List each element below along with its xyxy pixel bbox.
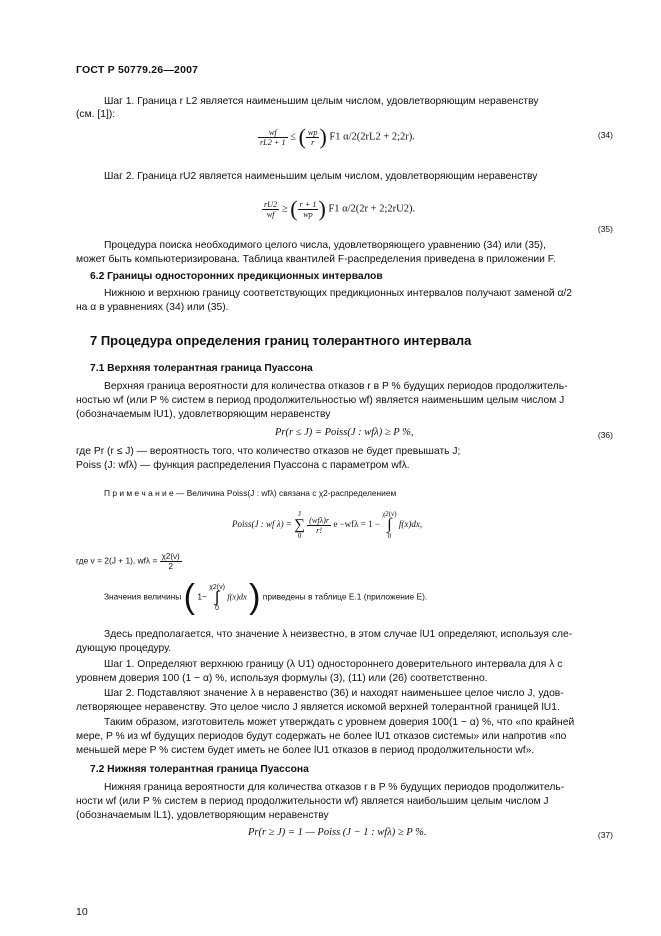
equation-35-number: (35)	[597, 224, 613, 234]
step1-continuation: (см. [1]):	[76, 109, 116, 120]
note-sum-upper: J	[298, 510, 301, 518]
eq34-paren-fraction	[306, 128, 320, 147]
section-7-heading: 7 Процедура определения границ толерантного интервала	[90, 333, 472, 348]
eq35-paren-numerator: r + 1	[299, 199, 317, 209]
assume-line-2: дующую процедуру.	[76, 643, 172, 654]
eq34-paren-numerator: wp	[307, 127, 318, 137]
note-where-numerator: χ2(ν)	[161, 552, 180, 561]
note-intro: П р и м е ч а н и е — Величина Poiss(J : wfλ) связана с χ2-распределением	[104, 488, 397, 498]
procedure-line-1: Процедура поиска необходимого целого числа, удовлетворяющего уравнению (34) или (35),	[104, 240, 546, 251]
note-integral-upper: χ2(ν)	[382, 510, 397, 518]
note-where-lhs: где ν = 2(J + 1), wfλ =	[76, 555, 160, 566]
eq35-lhs-denominator: wf	[266, 209, 275, 219]
step2-text: Шаг 2. Граница rU2 является наименьшим целым числом, удовлетворяющим неравенству	[104, 171, 538, 182]
note-values-integral-upper: χ2(ν)	[209, 583, 225, 591]
section-7-2-line-2: ности wf (или P % систем в период продолжительности wf) является наибольшим целым числом J	[76, 796, 549, 807]
section-6-2-heading: 6.2 Границы односторонних предикционных интервалов	[90, 271, 383, 282]
note-integral-body: f(x)dx,	[398, 519, 423, 530]
note-values-inner: 1−	[197, 591, 207, 602]
note-exponential: e −wfλ = 1 −	[333, 519, 380, 530]
eq34-lhs-denominator: rL2 + 1	[260, 137, 286, 147]
where-line-2: Poiss (J: wfλ) — функция распределения Пуассона с параметром wfλ.	[76, 460, 410, 471]
thus-line-1: Таким образом, изготовитель может утверждать с уровнем доверия 100(1 − α) %, что «по крайней	[104, 717, 575, 728]
note-values-rhs: приведены в таблице Е.1 (приложение Е).	[262, 591, 428, 602]
note-where-fraction	[160, 552, 182, 571]
note-fraction-numerator: (wfλ)r	[309, 515, 330, 525]
section-6-2-line-1: Нижнюю и верхнюю границу соответствующих предикционных интервалов получают заменой α/2	[104, 288, 573, 299]
note-values-integral-lower: 0	[215, 604, 220, 612]
equation-34: $\frac{wf}{rL2 + 1}$ ≤ ( $\frac{wp}{r}$ ) F1 α/2(2rL2 + 2;2r).	[260, 124, 415, 149]
note-poisson-fraction	[307, 516, 331, 535]
eq35-paren-fraction	[298, 200, 319, 219]
step-b2-line-1: Шаг 2. Подставляют значение λ в неравенство (36) и находят наименьшее целое число J, удов-	[104, 688, 564, 699]
note-fraction-denominator: r!	[316, 525, 323, 535]
assume-line-1: Здесь предполагается, что значение λ неизвестно, в этом случае lU1 определяют, используя сле-	[104, 629, 573, 640]
note-values-line: Значения величины ( 1− χ2(ν) ∫ 0 f(x)dx ) приведены в таблице Е.1 (приложение Е).	[104, 578, 428, 616]
note-sum-symbol: J ∑ 0	[294, 510, 305, 540]
note-values-lhs: Значения величины	[104, 591, 182, 602]
note-where-denominator: 2	[168, 562, 173, 571]
section-7-2-line-1: Нижняя граница вероятности для количества отказов r в P % будущих периодов продолжитель-	[104, 782, 565, 793]
note-formula-lhs: Poiss(J : wf λ) =	[232, 519, 295, 530]
document-header: ГОСТ Р 50779.26—2007	[76, 64, 199, 76]
eq34-operator: ≤	[290, 131, 296, 143]
equation-36: Pr(r ≤ J) = Poiss(J : wfλ) ≥ P %,	[275, 427, 414, 438]
procedure-line-2: может быть компьютеризирована. Таблица квантилей F-распределения приведена в приложении F.	[76, 254, 556, 265]
note-sum-lower: 0	[297, 532, 302, 540]
section-7-1-heading: 7.1 Верхняя толерантная граница Пуассона	[90, 363, 313, 374]
eq34-lhs-fraction	[258, 128, 288, 147]
eq35-paren-denominator: wp	[303, 209, 313, 219]
step-b1-line-2: уровнем доверия 100 (1 − α) %, используя формулы (3), (11) или (26) соответственно.	[76, 673, 488, 684]
step-b2-line-2: летворяющее неравенству. Это целое число J является искомой верхней толерантной границей lU1.	[76, 702, 560, 713]
section-6-2-line-2: на α в уравнениях (34) или (35).	[76, 302, 229, 313]
equation-37: Pr(r ≥ J) = 1 — Poiss (J − 1 : wfλ) ≥ P %.	[248, 827, 427, 838]
note-integral-symbol: χ2(ν) ∫ 0	[382, 510, 397, 540]
note-values-integral-symbol: χ2(ν) ∫ 0	[209, 583, 225, 612]
eq35-lhs-numerator: rU2	[264, 199, 278, 209]
step1-paragraph	[76, 95, 612, 109]
thus-line-2: мере, P % из wf будущих периодов будут содержать не более lU1 отказов системы» или напротив «по	[76, 731, 567, 742]
eq35-lhs-fraction	[262, 200, 279, 219]
note-integral-lower: 0	[387, 532, 392, 540]
equation-36-number: (36)	[597, 430, 613, 440]
eq34-lhs-numerator: wf	[258, 128, 288, 138]
equation-37-number: (37)	[597, 830, 613, 840]
eq35-operator: ≥	[281, 203, 288, 215]
section-7-1-line-1: Верхняя граница вероятности для количества отказов r в P % будущих периодов продолжитель-	[104, 381, 568, 392]
thus-line-3: меньшей мере P % систем будет иметь не более lU1 отказов в период продолжительности wf».	[76, 745, 535, 756]
eq34-paren-denominator: r	[311, 137, 315, 147]
section-7-2-heading: 7.2 Нижняя толерантная граница Пуассона	[90, 764, 309, 775]
note-poisson-formula	[232, 510, 422, 540]
where-line-1: где Pr (r ≤ J) — вероятность того, что количество отказов не будет превышать J;	[76, 446, 461, 457]
equation-34-number: (34)	[597, 130, 613, 140]
equation-35: $\frac{rU2}{wf}$ ≥ ( $\frac{r + 1}{wp}$ ) F1 α/2(2r + 2;2rU2).	[264, 196, 416, 221]
note-where-line	[76, 552, 182, 571]
section-7-2-line-3: (обозначаемым lL1), удовлетворяющим неравенству	[76, 810, 329, 821]
step-b1-line-1: Шаг 1. Определяют верхнюю границу (λ U1) одностороннего доверительного интервала для λ с	[104, 659, 563, 670]
section-7-1-line-2: ностью wf (или P % систем в период продолжительностью wf) является наименьшим целым числом J	[76, 395, 565, 406]
eq35-rhs: F1 α/2(2r + 2;2rU2).	[328, 203, 416, 215]
eq34-rhs: F1 α/2(2rL2 + 2;2r).	[329, 131, 415, 143]
step2-paragraph	[76, 170, 612, 184]
section-7-1-line-3: (обозначаемым lU1), удовлетворяющим неравенству	[76, 409, 331, 420]
step1-text: Шаг 1. Граница r L2 является наименьшим целым числом, удовлетворяющим неравенству	[104, 96, 539, 107]
page-number: 10	[76, 906, 88, 918]
